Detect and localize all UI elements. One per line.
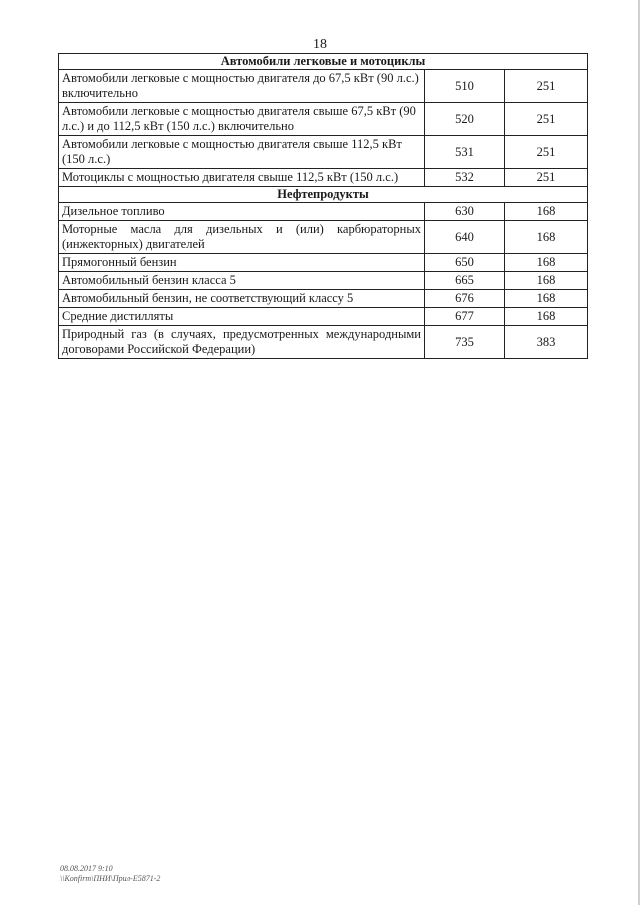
table-row (59, 103, 588, 136)
table-row (59, 221, 588, 254)
item-value: 168 (505, 308, 588, 326)
item-description: Автомобили легковые с мощностью двигателя свыше 112,5 кВт (150 л.с.) (59, 136, 425, 169)
item-code: 531 (425, 136, 505, 169)
document-footer (60, 864, 160, 884)
table-row (59, 290, 588, 308)
item-value: 251 (505, 103, 588, 136)
item-description: Моторные масла для дизельных и (или) карбюраторных (инжекторных) двигателей (59, 221, 425, 254)
item-description: Прямогонный бензин (59, 254, 425, 272)
item-description: Автомобили легковые с мощностью двигателя свыше 67,5 кВт (90 л.с.) и до 112,5 кВт (150 л.с.) включительно (59, 103, 425, 136)
section-heading-row (59, 54, 588, 70)
table-row (59, 326, 588, 359)
item-description: Дизельное топливо (59, 203, 425, 221)
item-code: 532 (425, 169, 505, 187)
item-value: 251 (505, 136, 588, 169)
table-row (59, 203, 588, 221)
item-value: 168 (505, 221, 588, 254)
item-code: 677 (425, 308, 505, 326)
item-code: 630 (425, 203, 505, 221)
item-description: Автомобили легковые с мощностью двигателя до 67,5 кВт (90 л.с.) включительно (59, 70, 425, 103)
footer-file-path: \\Konfirm\ПНИ\Прил-Е5871-2 (60, 874, 161, 883)
item-value: 168 (505, 254, 588, 272)
table-row (59, 272, 588, 290)
table-row (59, 70, 588, 103)
table-row (59, 308, 588, 326)
section-heading-row (59, 187, 588, 203)
item-description: Мотоциклы с мощностью двигателя свыше 112,5 кВт (150 л.с.) (59, 169, 425, 187)
item-value: 168 (505, 290, 588, 308)
item-value: 168 (505, 203, 588, 221)
item-value: 383 (505, 326, 588, 359)
item-description: Автомобильный бензин класса 5 (59, 272, 425, 290)
item-description: Средние дистилляты (59, 308, 425, 326)
item-code: 520 (425, 103, 505, 136)
item-code: 510 (425, 70, 505, 103)
item-code: 665 (425, 272, 505, 290)
item-code: 735 (425, 326, 505, 359)
footer-timestamp: 08.08.2017 9:10 (60, 864, 113, 873)
item-value: 251 (505, 169, 588, 187)
item-value: 168 (505, 272, 588, 290)
page-number: 18 (313, 37, 327, 52)
item-value: 251 (505, 70, 588, 103)
table-row (59, 136, 588, 169)
section-heading: Автомобили легковые и мотоциклы (59, 54, 588, 70)
table-row (59, 254, 588, 272)
item-code: 640 (425, 221, 505, 254)
rates-table (58, 53, 588, 359)
item-code: 650 (425, 254, 505, 272)
section-heading: Нефтепродукты (59, 187, 588, 203)
table-row (59, 169, 588, 187)
item-description: Автомобильный бензин, не соответствующий классу 5 (59, 290, 425, 308)
item-code: 676 (425, 290, 505, 308)
item-description: Природный газ (в случаях, предусмотренных международными договорами Российской Федерации) (59, 326, 425, 359)
